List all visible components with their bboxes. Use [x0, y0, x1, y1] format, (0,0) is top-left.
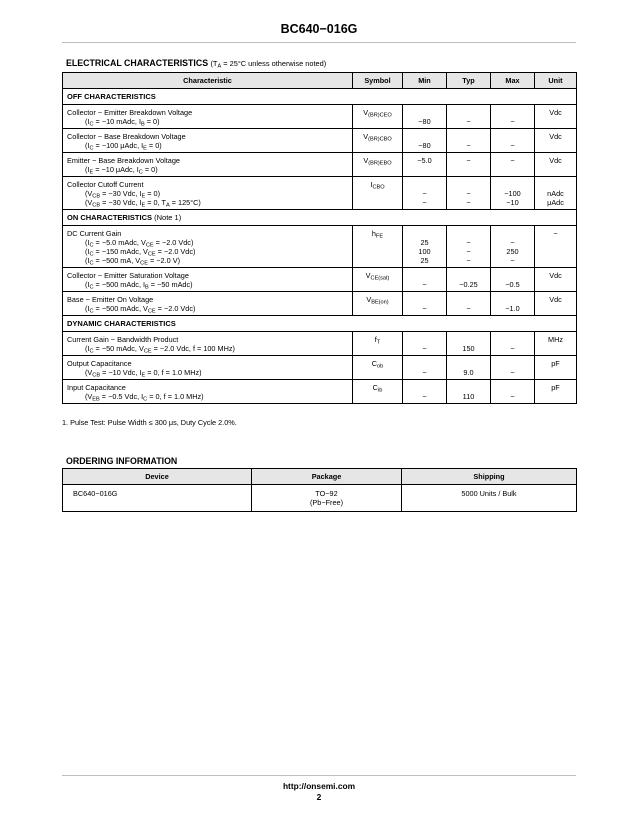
- typ-cell: −: [447, 105, 491, 129]
- footer-divider: [62, 775, 576, 776]
- min-cell: −: [403, 292, 447, 316]
- table-row: [63, 153, 577, 177]
- column-header-max: Max: [491, 73, 535, 89]
- max-cell: −100 −10: [491, 177, 535, 210]
- characteristic-cell: Collector − Base Breakdown Voltage ($I_C = -100$ μAdc, $I_E = 0$): [63, 129, 353, 153]
- table-row: [63, 105, 577, 129]
- column-header-device: Device: [63, 469, 252, 485]
- title-divider: [62, 42, 576, 43]
- column-header-typ: Typ: [447, 73, 491, 89]
- min-cell: −: [403, 268, 447, 292]
- page-title: BC640−016G: [280, 22, 358, 36]
- symbol-cell: $V_{(BR)EBO}$: [353, 153, 403, 177]
- electrical-characteristics-heading: ELECTRICAL CHARACTERISTICS ($T_A = 25^\circ C$ unless otherwise noted): [66, 58, 327, 70]
- min-cell: −80: [403, 129, 447, 153]
- min-cell: −: [403, 380, 447, 404]
- symbol-cell: $V_{(BR)CEO}$: [353, 105, 403, 129]
- min-cell: −: [403, 332, 447, 356]
- device-cell: BC640−016G: [63, 485, 252, 512]
- typ-cell: −: [447, 292, 491, 316]
- table-row: [63, 380, 577, 404]
- table-row: [63, 177, 577, 210]
- table-header-row: [63, 73, 577, 89]
- footer-url: http://onsemi.com: [282, 781, 356, 791]
- symbol-cell: $I_{CBO}$: [353, 177, 403, 210]
- max-cell: −: [491, 129, 535, 153]
- max-cell: −1.0: [491, 292, 535, 316]
- characteristic-cell: Input Capacitance ($V_{EB} = -0.5$ Vdc, $I_C = 0$, f = 1.0 MHz): [63, 380, 353, 404]
- characteristic-cell: Collector − Emitter Saturation Voltage ($I_C = -500$ mAdc, $I_B = -50$ mAdc): [63, 268, 353, 292]
- typ-cell: − − −: [447, 226, 491, 268]
- section-row-dynamic: [63, 316, 577, 332]
- unit-cell: Vdc: [535, 153, 577, 177]
- min-cell: −5.0: [403, 153, 447, 177]
- section-title-on: ON CHARACTERISTICS (Note 1): [63, 210, 577, 226]
- unit-cell: pF: [535, 356, 577, 380]
- symbol-cell: $C_{ob}$: [353, 356, 403, 380]
- section-row-off: [63, 89, 577, 105]
- unit-cell: MHz: [535, 332, 577, 356]
- typ-cell: −: [447, 153, 491, 177]
- column-header-unit: Unit: [535, 73, 577, 89]
- unit-cell: Vdc: [535, 268, 577, 292]
- symbol-cell: $V_{BE(on)}$: [353, 292, 403, 316]
- unit-cell: nAdc μAdc: [535, 177, 577, 210]
- table-row: [63, 129, 577, 153]
- min-cell: −: [403, 356, 447, 380]
- min-cell: − −: [403, 177, 447, 210]
- column-header-shipping: Shipping: [402, 469, 577, 485]
- min-cell: −80: [403, 105, 447, 129]
- characteristic-cell: Emitter − Base Breakdown Voltage ($I_E = -10$ μAdc, $I_C = 0$): [63, 153, 353, 177]
- characteristic-cell: Collector − Emitter Breakdown Voltage ($I_C = -10$ mAdc, $I_B = 0$): [63, 105, 353, 129]
- typ-cell: 9.0: [447, 356, 491, 380]
- unit-cell: Vdc: [535, 105, 577, 129]
- typ-cell: −0.25: [447, 268, 491, 292]
- characteristic-cell: Current Gain − Bandwidth Product ($I_C = -50$ mAdc, $V_{CE} = -2.0$ Vdc, f = 100 MHz): [63, 332, 353, 356]
- shipping-cell: 5000 Units / Bulk: [402, 485, 577, 512]
- table-row: [63, 485, 577, 512]
- symbol-cell: $C_{ib}$: [353, 380, 403, 404]
- ordering-information-heading: ORDERING INFORMATION: [66, 456, 178, 466]
- section-title-dynamic: DYNAMIC CHARACTERISTICS: [63, 316, 577, 332]
- table-row: [63, 268, 577, 292]
- unit-cell: Vdc: [535, 292, 577, 316]
- typ-cell: −: [447, 129, 491, 153]
- table-row: [63, 292, 577, 316]
- symbol-cell: $h_{FE}$: [353, 226, 403, 268]
- table-row: [63, 226, 577, 268]
- characteristic-cell: Collector Cutoff Current ($V_{CB} = -30$ Vdc, $I_E = 0$) ($V_{CB} = -30$ Vdc, $I_E = 0$, $T_A = 125^\circ C$): [63, 177, 353, 210]
- unit-cell: pF: [535, 380, 577, 404]
- ordering-information-table: [62, 468, 577, 512]
- page-number: 2: [316, 792, 322, 802]
- max-cell: −: [491, 332, 535, 356]
- typ-cell: − −: [447, 177, 491, 210]
- characteristic-cell: Output Capacitance ($V_{CB} = -10$ Vdc, $I_E = 0$, f = 1.0 MHz): [63, 356, 353, 380]
- package-cell: TO−92 (Pb−Free): [252, 485, 402, 512]
- max-cell: −: [491, 380, 535, 404]
- unit-cell: Vdc: [535, 129, 577, 153]
- table-row: [63, 332, 577, 356]
- max-cell: −: [491, 153, 535, 177]
- max-cell: − 250 −: [491, 226, 535, 268]
- symbol-cell: $f_T$: [353, 332, 403, 356]
- symbol-cell: $V_{CE(sat)}$: [353, 268, 403, 292]
- max-cell: −: [491, 356, 535, 380]
- unit-cell: −: [535, 226, 577, 268]
- characteristic-cell: DC Current Gain ($I_C = -5.0$ mAdc, $V_{CE} = -2.0$ Vdc) ($I_C = -150$ mAdc, $V_{CE} = -2.0$ Vdc) ($I_C = -500$ mA, $V_{CE} = -2.0$ V): [63, 226, 353, 268]
- column-header-characteristic: Characteristic: [63, 73, 353, 89]
- min-cell: 25 100 25: [403, 226, 447, 268]
- max-cell: −: [491, 105, 535, 129]
- max-cell: −0.5: [491, 268, 535, 292]
- typ-cell: 110: [447, 380, 491, 404]
- typ-cell: 150: [447, 332, 491, 356]
- characteristic-cell: Base − Emitter On Voltage ($I_C = -500$ mAdc, $V_{CE} = -2.0$ Vdc): [63, 292, 353, 316]
- column-header-package: Package: [252, 469, 402, 485]
- section-title-off: OFF CHARACTERISTICS: [63, 89, 577, 105]
- symbol-cell: $V_{(BR)CBO}$: [353, 129, 403, 153]
- column-header-min: Min: [403, 73, 447, 89]
- column-header-symbol: Symbol: [353, 73, 403, 89]
- table-header-row: [63, 469, 577, 485]
- section-row-on: [63, 210, 577, 226]
- table-row: [63, 356, 577, 380]
- electrical-characteristics-table: [62, 72, 577, 404]
- footnote: 1. Pulse Test: Pulse Width ≤ 300 μs, Duty Cycle 2.0%.: [62, 418, 237, 427]
